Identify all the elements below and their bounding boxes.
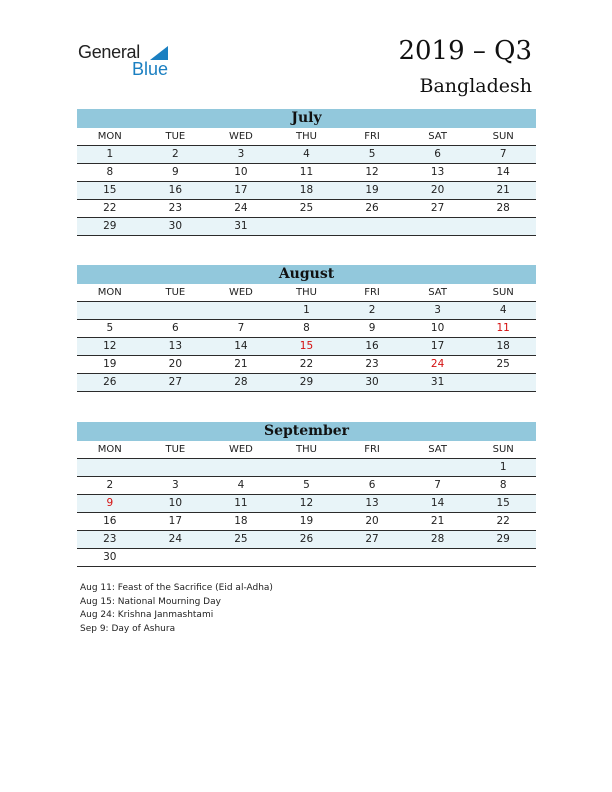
day-cell: 28 <box>470 200 536 218</box>
day-cell: 16 <box>77 513 143 531</box>
empty-day-cell <box>208 459 274 477</box>
week-row <box>77 374 536 392</box>
calendar-grid <box>77 284 536 392</box>
day-cell: 4 <box>208 477 274 495</box>
day-cell: 24 <box>208 200 274 218</box>
day-cell: 7 <box>405 477 471 495</box>
logo-blue-text: Blue <box>132 59 169 79</box>
day-cell: 2 <box>339 302 405 320</box>
week-row <box>77 320 536 338</box>
week-row <box>77 182 536 200</box>
week-row <box>77 513 536 531</box>
day-cell: 5 <box>77 320 143 338</box>
month-august <box>77 265 536 392</box>
week-row <box>77 146 536 164</box>
empty-day-cell <box>274 218 340 236</box>
weekday-label: WED <box>208 128 274 146</box>
day-cell: 7 <box>470 146 536 164</box>
day-cell: 24 <box>143 531 209 549</box>
day-cell: 22 <box>470 513 536 531</box>
weekday-label: WED <box>208 284 274 302</box>
week-row <box>77 531 536 549</box>
day-cell: 20 <box>339 513 405 531</box>
calendar-grid <box>77 441 536 567</box>
day-cell: 26 <box>274 531 340 549</box>
empty-day-cell <box>143 549 209 567</box>
day-cell: 25 <box>274 200 340 218</box>
day-cell: 22 <box>274 356 340 374</box>
day-cell: 19 <box>77 356 143 374</box>
week-row <box>77 356 536 374</box>
day-cell: 24 <box>405 356 471 374</box>
day-cell: 2 <box>143 146 209 164</box>
day-cell: 6 <box>405 146 471 164</box>
day-cell: 14 <box>208 338 274 356</box>
day-cell: 26 <box>339 200 405 218</box>
weekday-label: TUE <box>143 128 209 146</box>
week-row <box>77 477 536 495</box>
day-cell: 10 <box>208 164 274 182</box>
empty-day-cell <box>208 549 274 567</box>
day-cell: 13 <box>405 164 471 182</box>
day-cell: 8 <box>77 164 143 182</box>
weekday-label: SAT <box>405 128 471 146</box>
holiday-note: Sep 9: Day of Ashura <box>80 623 176 634</box>
day-cell: 3 <box>208 146 274 164</box>
day-cell: 31 <box>208 218 274 236</box>
day-cell: 27 <box>143 374 209 392</box>
empty-day-cell <box>77 302 143 320</box>
week-row <box>77 164 536 182</box>
empty-day-cell <box>339 459 405 477</box>
day-cell: 30 <box>143 218 209 236</box>
week-row <box>77 459 536 477</box>
empty-day-cell <box>470 549 536 567</box>
day-cell: 2 <box>77 477 143 495</box>
day-cell: 20 <box>143 356 209 374</box>
empty-day-cell <box>143 302 209 320</box>
month-july <box>77 109 536 236</box>
empty-day-cell <box>143 459 209 477</box>
weekday-header-row <box>77 284 536 302</box>
day-cell: 28 <box>208 374 274 392</box>
day-cell: 13 <box>143 338 209 356</box>
empty-day-cell <box>339 218 405 236</box>
weekday-label: THU <box>274 284 340 302</box>
empty-day-cell <box>470 218 536 236</box>
day-cell: 20 <box>405 182 471 200</box>
logo-triangle-icon <box>150 46 168 60</box>
month-header: July <box>77 109 536 128</box>
day-cell: 23 <box>77 531 143 549</box>
day-cell: 15 <box>470 495 536 513</box>
weekday-label: MON <box>77 128 143 146</box>
week-row <box>77 200 536 218</box>
day-cell: 9 <box>143 164 209 182</box>
day-cell: 27 <box>339 531 405 549</box>
day-cell: 6 <box>339 477 405 495</box>
logo-general-text: General <box>78 42 140 62</box>
day-cell: 9 <box>77 495 143 513</box>
weekday-label: MON <box>77 441 143 459</box>
day-cell: 11 <box>274 164 340 182</box>
day-cell: 3 <box>405 302 471 320</box>
week-row <box>77 218 536 236</box>
holiday-note: Aug 15: National Mourning Day <box>80 596 221 607</box>
day-cell: 31 <box>405 374 471 392</box>
week-row <box>77 495 536 513</box>
day-cell: 29 <box>470 531 536 549</box>
month-september <box>77 422 536 567</box>
day-cell: 11 <box>208 495 274 513</box>
day-cell: 23 <box>339 356 405 374</box>
day-cell: 1 <box>470 459 536 477</box>
weekday-label: TUE <box>143 284 209 302</box>
holiday-note: Aug 11: Feast of the Sacrifice (Eid al-Adha) <box>80 583 273 593</box>
day-cell: 5 <box>339 146 405 164</box>
empty-day-cell <box>208 302 274 320</box>
weekday-label: TUE <box>143 441 209 459</box>
weekday-label: FRI <box>339 128 405 146</box>
day-cell: 27 <box>405 200 471 218</box>
day-cell: 4 <box>470 302 536 320</box>
day-cell: 8 <box>470 477 536 495</box>
empty-day-cell <box>405 549 471 567</box>
day-cell: 17 <box>405 338 471 356</box>
day-cell: 10 <box>405 320 471 338</box>
day-cell: 17 <box>143 513 209 531</box>
weekday-label: FRI <box>339 284 405 302</box>
weekday-label: SAT <box>405 441 471 459</box>
day-cell: 1 <box>274 302 340 320</box>
day-cell: 18 <box>274 182 340 200</box>
day-cell: 18 <box>470 338 536 356</box>
weekday-header-row <box>77 441 536 459</box>
day-cell: 12 <box>274 495 340 513</box>
week-row <box>77 549 536 567</box>
weekday-label: WED <box>208 441 274 459</box>
empty-day-cell <box>405 218 471 236</box>
day-cell: 22 <box>77 200 143 218</box>
day-cell: 7 <box>208 320 274 338</box>
weekday-header-row <box>77 128 536 146</box>
day-cell: 11 <box>470 320 536 338</box>
day-cell: 10 <box>143 495 209 513</box>
page-title: 2019 – Q3 <box>398 36 532 66</box>
country-name: Bangladesh <box>419 75 532 97</box>
day-cell: 1 <box>77 146 143 164</box>
day-cell: 25 <box>470 356 536 374</box>
day-cell: 28 <box>405 531 471 549</box>
month-header: September <box>77 422 536 441</box>
holiday-note: Aug 24: Krishna Janmashtami <box>80 610 214 620</box>
empty-day-cell <box>274 549 340 567</box>
weekday-label: THU <box>274 128 340 146</box>
day-cell: 29 <box>274 374 340 392</box>
day-cell: 18 <box>208 513 274 531</box>
day-cell: 16 <box>143 182 209 200</box>
holiday-notes <box>80 582 273 636</box>
day-cell: 17 <box>208 182 274 200</box>
day-cell: 21 <box>405 513 471 531</box>
empty-day-cell <box>77 459 143 477</box>
logo <box>78 42 178 82</box>
calendar-grid <box>77 128 536 236</box>
day-cell: 6 <box>143 320 209 338</box>
day-cell: 12 <box>339 164 405 182</box>
day-cell: 19 <box>274 513 340 531</box>
day-cell: 19 <box>339 182 405 200</box>
day-cell: 4 <box>274 146 340 164</box>
day-cell: 9 <box>339 320 405 338</box>
weekday-label: MON <box>77 284 143 302</box>
day-cell: 30 <box>339 374 405 392</box>
day-cell: 13 <box>339 495 405 513</box>
weekday-label: THU <box>274 441 340 459</box>
month-header: August <box>77 265 536 284</box>
day-cell: 14 <box>470 164 536 182</box>
day-cell: 21 <box>470 182 536 200</box>
day-cell: 30 <box>77 549 143 567</box>
empty-day-cell <box>470 374 536 392</box>
day-cell: 26 <box>77 374 143 392</box>
weekday-label: FRI <box>339 441 405 459</box>
day-cell: 16 <box>339 338 405 356</box>
day-cell: 12 <box>77 338 143 356</box>
empty-day-cell <box>274 459 340 477</box>
day-cell: 25 <box>208 531 274 549</box>
day-cell: 29 <box>77 218 143 236</box>
day-cell: 8 <box>274 320 340 338</box>
day-cell: 5 <box>274 477 340 495</box>
day-cell: 3 <box>143 477 209 495</box>
day-cell: 21 <box>208 356 274 374</box>
empty-day-cell <box>405 459 471 477</box>
day-cell: 15 <box>274 338 340 356</box>
weekday-label: SUN <box>470 128 536 146</box>
day-cell: 23 <box>143 200 209 218</box>
day-cell: 14 <box>405 495 471 513</box>
day-cell: 15 <box>77 182 143 200</box>
empty-day-cell <box>339 549 405 567</box>
weekday-label: SUN <box>470 441 536 459</box>
week-row <box>77 302 536 320</box>
weekday-label: SUN <box>470 284 536 302</box>
week-row <box>77 338 536 356</box>
weekday-label: SAT <box>405 284 471 302</box>
